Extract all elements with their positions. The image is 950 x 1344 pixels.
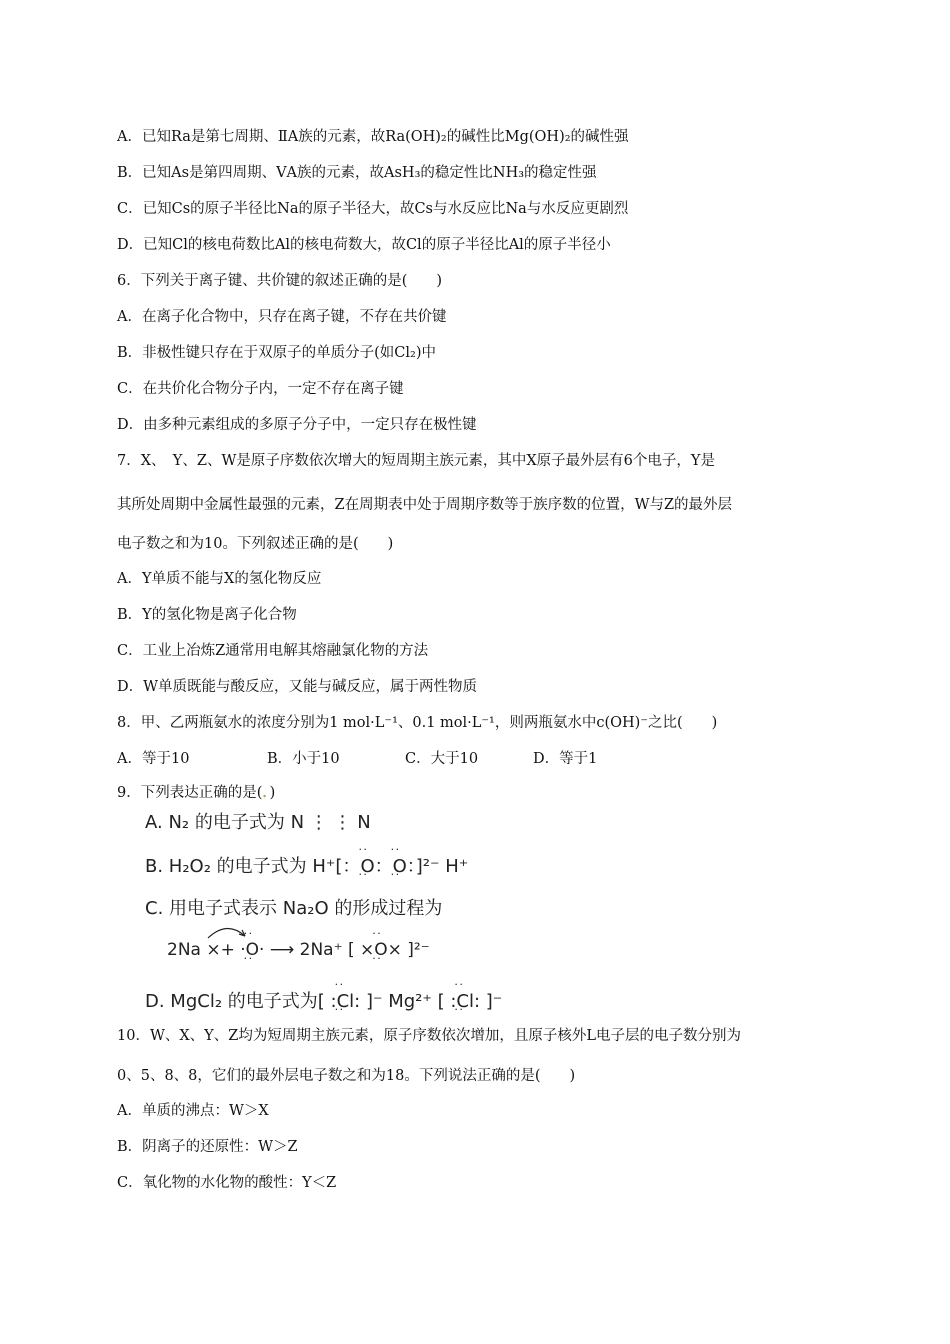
q9-stem-mark: ． <box>262 784 270 801</box>
q8-option-c: C．大于10 <box>405 751 479 767</box>
q7-stem-line1: 7．X、 Y、Z、W是原子序数依次增大的短周期主族元素，其中X原子最外层有6个电子，Y是 <box>117 453 715 469</box>
q10-stem-line1: 10．W、X、Y、Z均为短周期主族元素，原子序数依次增加，且原子核外L电子层的电子数分别为 <box>117 1028 741 1044</box>
q9-c-eq-suffix: × ]²⁻ <box>387 940 430 960</box>
q5-option-c: C．已知Cs的原子半径比Na的原子半径大，故Cs与水反应比Na与水反应更剧烈 <box>117 201 629 217</box>
electron-transfer-arrow-icon <box>205 922 250 942</box>
q6-stem: 6．下列关于离子键、共价键的叙述正确的是( ) <box>117 273 443 289</box>
q8-options <box>117 749 597 769</box>
q9-option-b <box>145 852 468 878</box>
q8-option-b: B．小于10 <box>267 751 340 767</box>
q8-option-a: A．等于10 <box>117 751 190 767</box>
q9-stem <box>117 783 275 803</box>
q10-option-b: B．阴离子的还原性：W＞Z <box>117 1139 298 1155</box>
q7-option-d: D．W单质既能与酸反应，又能与碱反应，属于两性物质 <box>117 679 478 695</box>
q7-stem-line3: 电子数之和为10。下列叙述正确的是( ) <box>117 536 394 552</box>
q9-option-d <box>145 987 502 1013</box>
q9-c-equation <box>167 940 430 960</box>
q9-option-a: A. N₂ 的电子式为 N ⋮ ⋮ N <box>145 812 371 833</box>
q6-option-c: C．在共价化合物分子内，一定不存在离子键 <box>117 381 404 397</box>
q9-option-c: C. 用电子式表示 Na₂O 的形成过程为 <box>145 898 443 919</box>
q9-b-suffix: ：]²⁻ H⁺ <box>406 856 469 877</box>
q9-d-chlorine-2: · · Cl · · <box>456 991 474 1012</box>
q9-d-suffix: : ]⁻ <box>473 991 503 1012</box>
q9-b-oxygen-2: · · O · · <box>393 856 407 877</box>
q9-c-eq-arrow: · ⟶ 2Na⁺ [ × <box>259 940 375 960</box>
q6-option-d: D．由多种元素组成的多原子分子中，一定只存在极性键 <box>117 417 477 433</box>
q10-option-c: C．氧化物的水化物的酸性：Y＜Z <box>117 1175 337 1191</box>
q9-c-eq-oxygen-2: · · O · · <box>374 940 387 960</box>
q7-stem-line2: 其所处周期中金属性最强的元素，Z在周期表中处于周期序数等于族序数的位置，W与Z的最外层 <box>117 497 733 513</box>
q9-d-prefix: D. MgCl₂ 的电子式为[ : <box>145 991 337 1012</box>
q8-option-d: D．等于1 <box>533 751 598 767</box>
q7-option-b: B．Y的氢化物是离子化合物 <box>117 607 297 623</box>
q6-option-a: A．在离子化合物中，只存在离子键，不存在共价键 <box>117 309 447 325</box>
q9-c-eq-prefix: 2Na ×+ · <box>167 940 246 960</box>
q10-stem-line2: 0、5、8、8，它们的最外层电子数之和为18。下列说法正确的是( ) <box>117 1068 576 1084</box>
q10-option-a: A．单质的沸点：W＞X <box>117 1103 269 1119</box>
q9-b-prefix: B. H₂O₂ 的电子式为 H⁺[： <box>145 856 361 877</box>
q7-option-c: C．工业上冶炼Z通常用电解其熔融氯化物的方法 <box>117 643 429 659</box>
q8-stem: 8．甲、乙两瓶氨水的浓度分别为1 mol·L⁻¹、0.1 mol·L⁻¹，则两瓶氨水中c(OH)⁻之比( ) <box>117 715 718 731</box>
q9-b-bond: ： <box>374 856 393 877</box>
q9-stem-close: ) <box>269 785 276 801</box>
q9-b-oxygen-1: · · O · · <box>360 856 374 877</box>
q5-option-b: B．已知As是第四周期、ⅤA族的元素，故AsH₃的稳定性比NH₃的稳定性强 <box>117 165 597 181</box>
q9-d-chlorine-1: · · Cl · · <box>337 991 355 1012</box>
q5-option-d: D．已知Cl的核电荷数比Al的核电荷数大，故Cl的原子半径比Al的原子半径小 <box>117 237 611 253</box>
q6-option-b: B．非极性键只存在于双原子的单质分子(如Cl₂)中 <box>117 345 437 361</box>
q9-stem-text: 9．下列表达正确的是( <box>117 785 263 801</box>
q9-c-eq-oxygen-1: · · O · · <box>246 940 259 960</box>
q5-option-a: A．已知Ra是第七周期、ⅡA族的元素，故Ra(OH)₂的碱性比Mg(OH)₂的碱性强 <box>117 129 629 145</box>
q9-d-middle: : ]⁻ Mg²⁺ [ : <box>354 991 457 1012</box>
q7-option-a: A．Y单质不能与X的氢化物反应 <box>117 571 322 587</box>
